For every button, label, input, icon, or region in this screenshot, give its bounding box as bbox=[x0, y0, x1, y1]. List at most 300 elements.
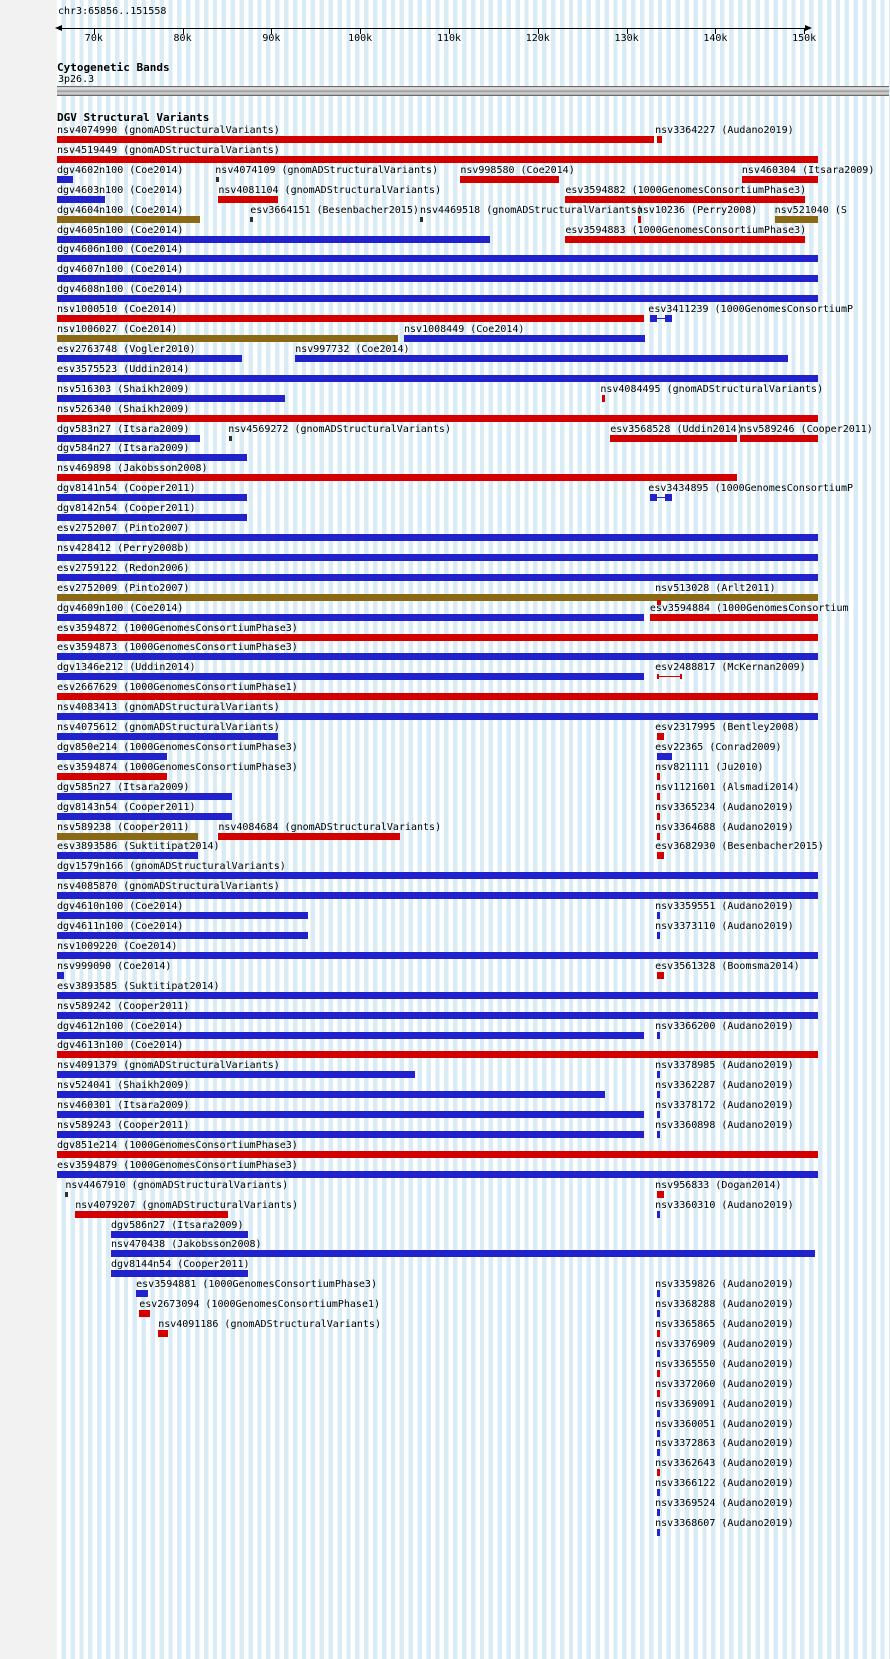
variant-label: nsv4084684 (gnomADStructuralVariants) bbox=[218, 821, 442, 833]
variant-row bbox=[57, 1400, 818, 1420]
variant-bar[interactable] bbox=[57, 892, 818, 899]
variant-label: nsv589242 (Cooper2011) bbox=[57, 1000, 190, 1012]
variant-tick[interactable] bbox=[657, 1430, 660, 1437]
variant-tick[interactable] bbox=[657, 1071, 660, 1078]
variant-row bbox=[57, 602, 849, 624]
variant-label: esv3594884 (1000GenomesConsortium bbox=[649, 602, 849, 614]
variant-tick[interactable] bbox=[657, 136, 662, 143]
variant-label: esv2488817 (McKernan2009) bbox=[655, 662, 806, 674]
variant-label: nsv3378172 (Audano2019) bbox=[655, 1100, 794, 1112]
variant-label: nsv524041 (Shaikh2009) bbox=[57, 1080, 190, 1092]
variant-row bbox=[57, 544, 818, 564]
variant-label: nsv4081104 (gnomADStructuralVariants) bbox=[218, 184, 442, 196]
variant-row bbox=[57, 584, 818, 604]
variant-label: esv3575523 (Uddin2014) bbox=[57, 363, 190, 375]
variant-label: dgv1346e212 (Uddin2014) bbox=[57, 662, 196, 674]
variant-label: dgv583n27 (Itsara2009) bbox=[57, 423, 190, 435]
variant-row bbox=[57, 743, 818, 763]
variant-bar[interactable] bbox=[57, 932, 308, 939]
ruler-tick-label: 80k bbox=[173, 33, 192, 44]
track-panel bbox=[57, 0, 875, 1659]
variant-row bbox=[57, 146, 818, 166]
variant-row bbox=[57, 1101, 818, 1121]
variant-label: esv3594879 (1000GenomesConsortiumPhase3) bbox=[57, 1159, 298, 1171]
variant-row bbox=[57, 1240, 818, 1260]
variant-label: nsv3359551 (Audano2019) bbox=[655, 901, 794, 913]
variant-row bbox=[57, 345, 818, 365]
variant-row bbox=[57, 1320, 818, 1340]
variant-tick[interactable] bbox=[657, 1290, 660, 1297]
variant-label: nsv3366122 (Audano2019) bbox=[655, 1478, 794, 1490]
variant-label: nsv10236 (Perry2008) bbox=[636, 204, 758, 216]
variant-label: esv2667629 (1000GenomesConsortiumPhase1) bbox=[57, 682, 298, 694]
variant-bar[interactable] bbox=[295, 355, 788, 362]
variant-label: nsv3369524 (Audano2019) bbox=[655, 1498, 794, 1510]
variant-tick[interactable] bbox=[657, 1410, 660, 1417]
variant-tick[interactable] bbox=[657, 1330, 660, 1337]
variant-bar[interactable] bbox=[57, 395, 285, 402]
variant-bar[interactable] bbox=[57, 315, 644, 322]
variant-bar[interactable] bbox=[57, 216, 200, 223]
variant-row bbox=[57, 1420, 818, 1440]
variant-bar[interactable] bbox=[565, 236, 805, 243]
variant-bar[interactable] bbox=[57, 1012, 818, 1019]
variant-row bbox=[57, 1081, 818, 1101]
variant-label: nsv3360898 (Audano2019) bbox=[655, 1120, 794, 1131]
variant-row bbox=[57, 1380, 818, 1400]
variant-label: nsv4519449 (gnomADStructuralVariants) bbox=[57, 144, 280, 156]
variant-row bbox=[57, 1041, 818, 1061]
variant-label: dgv4613n100 (Coe2014) bbox=[57, 1040, 184, 1052]
variant-tick[interactable] bbox=[250, 217, 253, 222]
variant-label: esv2752007 (Pinto2007) bbox=[57, 523, 190, 534]
variant-tick[interactable] bbox=[657, 1370, 660, 1377]
variant-bar[interactable] bbox=[57, 1131, 644, 1138]
variant-bar[interactable] bbox=[218, 196, 277, 203]
variant-label: esv3594872 (1000GenomesConsortiumPhase3) bbox=[57, 622, 298, 634]
variant-label: nsv428412 (Perry2008b) bbox=[57, 542, 190, 554]
variant-row bbox=[57, 841, 824, 862]
variant-row bbox=[57, 1340, 818, 1360]
variant-tick[interactable] bbox=[657, 793, 660, 800]
variant-label: esv3594874 (1000GenomesConsortiumPhase3) bbox=[57, 761, 298, 773]
variant-bar[interactable] bbox=[57, 415, 818, 422]
variant-bar[interactable] bbox=[57, 176, 73, 183]
variant-bar[interactable] bbox=[111, 1231, 248, 1238]
variant-tick[interactable] bbox=[657, 813, 660, 820]
variant-tick[interactable] bbox=[65, 1192, 68, 1197]
variant-tick[interactable] bbox=[657, 852, 664, 859]
variant-tick[interactable] bbox=[657, 1449, 660, 1456]
variant-label: esv3893585 (Suktitipat2014) bbox=[57, 980, 220, 992]
variant-label: nsv513028 (Arlt2011) bbox=[655, 582, 776, 594]
variant-row bbox=[57, 1002, 818, 1022]
variant-label: esv3682930 (Besenbacher2015) bbox=[655, 841, 824, 853]
variant-bar[interactable] bbox=[565, 196, 805, 203]
variant-row bbox=[57, 1519, 818, 1539]
cytoband-bar[interactable] bbox=[57, 86, 889, 96]
variant-row bbox=[57, 763, 818, 783]
variant-row bbox=[57, 164, 875, 186]
variant-label: nsv4074109 (gnomADStructuralVariants) bbox=[215, 164, 439, 176]
variant-row bbox=[57, 663, 818, 683]
variant-tick[interactable] bbox=[657, 733, 664, 740]
variant-bar[interactable] bbox=[57, 355, 242, 362]
variant-label: esv3411239 (1000GenomesConsortiumP bbox=[648, 304, 853, 316]
variant-row bbox=[57, 1022, 818, 1042]
ruler-tick-label: 130k bbox=[614, 33, 639, 44]
variant-row bbox=[57, 383, 824, 405]
variant-row bbox=[57, 524, 818, 544]
ruler-left-arrow-icon bbox=[55, 25, 62, 31]
variant-bar[interactable] bbox=[742, 176, 818, 183]
variant-bar[interactable] bbox=[57, 972, 64, 979]
variant-label: nsv3372060 (Audano2019) bbox=[655, 1378, 794, 1390]
variant-tick[interactable] bbox=[657, 1111, 660, 1118]
variant-row bbox=[57, 1221, 818, 1241]
variant-label: esv2759122 (Redon2006) bbox=[57, 562, 190, 574]
variant-bar[interactable] bbox=[57, 912, 308, 919]
variant-tick[interactable] bbox=[657, 1489, 660, 1496]
variant-label: dgv585n27 (Itsara2009) bbox=[57, 781, 190, 793]
variant-row bbox=[57, 1280, 818, 1300]
variant-row bbox=[57, 803, 818, 823]
variant-row bbox=[57, 942, 818, 962]
paired-end-glyph[interactable] bbox=[650, 315, 672, 322]
variant-label: dgv586n27 (Itsara2009) bbox=[111, 1219, 244, 1231]
variant-row bbox=[57, 1201, 818, 1221]
variant-bar[interactable] bbox=[57, 1051, 818, 1058]
variant-label: esv22365 (Conrad2009) bbox=[655, 741, 782, 753]
variant-label: dgv4608n100 (Coe2014) bbox=[57, 284, 184, 296]
variant-row bbox=[57, 504, 818, 524]
ruler-tick-label: 120k bbox=[525, 33, 550, 44]
variant-bar[interactable] bbox=[75, 1211, 228, 1218]
variant-bar[interactable] bbox=[57, 335, 398, 342]
ruler-tick-label: 140k bbox=[703, 33, 728, 44]
variant-row bbox=[57, 882, 818, 902]
variant-tick[interactable] bbox=[657, 833, 660, 840]
variant-bar[interactable] bbox=[57, 255, 818, 262]
variant-label: nsv3369091 (Audano2019) bbox=[655, 1398, 794, 1410]
variant-label: dgv8141n54 (Cooper2011) bbox=[57, 483, 196, 495]
variant-tick[interactable] bbox=[657, 932, 660, 939]
variant-row bbox=[57, 1260, 818, 1280]
variant-tick[interactable] bbox=[657, 1091, 660, 1098]
variant-row bbox=[57, 245, 818, 265]
variant-label: nsv998580 (Coe2014) bbox=[460, 164, 575, 176]
variant-row bbox=[57, 643, 818, 663]
variant-label: esv3561328 (Boomsma2014) bbox=[655, 960, 800, 972]
variant-bar[interactable] bbox=[57, 693, 818, 700]
variant-bar[interactable] bbox=[57, 992, 818, 999]
variant-label: nsv460301 (Itsara2009) bbox=[57, 1100, 190, 1112]
variant-row bbox=[57, 1300, 818, 1320]
variant-row bbox=[57, 962, 818, 982]
variant-row bbox=[57, 285, 818, 305]
variant-label: nsv589238 (Cooper2011) bbox=[57, 821, 190, 833]
variant-tick[interactable] bbox=[657, 1529, 660, 1536]
variant-label: esv3594882 (1000GenomesConsortiumPhase3) bbox=[565, 184, 807, 196]
variant-bar[interactable] bbox=[57, 653, 818, 660]
variant-label: nsv3365550 (Audano2019) bbox=[655, 1358, 794, 1370]
variant-label: dgv4612n100 (Coe2014) bbox=[57, 1020, 184, 1032]
variant-label: dgv4611n100 (Coe2014) bbox=[57, 921, 184, 932]
variant-tick[interactable] bbox=[657, 972, 664, 979]
variant-bar[interactable] bbox=[57, 136, 654, 143]
variant-label: nsv4074990 (gnomADStructuralVariants) bbox=[57, 125, 280, 136]
variant-label: dgv8144n54 (Cooper2011) bbox=[111, 1259, 250, 1271]
variant-label: nsv3360310 (Audano2019) bbox=[655, 1199, 794, 1211]
ruler-axis bbox=[57, 28, 810, 29]
variant-bar[interactable] bbox=[57, 574, 818, 581]
variant-row bbox=[57, 862, 818, 882]
variant-bar[interactable] bbox=[57, 435, 200, 442]
variant-label: nsv1008449 (Coe2014) bbox=[404, 324, 525, 335]
variant-bar[interactable] bbox=[57, 753, 167, 760]
ruler-tick-label: 150k bbox=[792, 33, 817, 44]
variant-label: dgv4609n100 (Coe2014) bbox=[57, 602, 184, 614]
variant-bar[interactable] bbox=[57, 673, 644, 680]
variant-tick[interactable] bbox=[657, 773, 660, 780]
ruler-tick-label: 90k bbox=[262, 33, 281, 44]
variant-bar[interactable] bbox=[610, 435, 737, 442]
variant-tick[interactable] bbox=[638, 216, 641, 223]
variant-row bbox=[57, 564, 818, 584]
variant-label: nsv4079207 (gnomADStructuralVariants) bbox=[75, 1199, 299, 1211]
variant-tick[interactable] bbox=[657, 912, 660, 919]
variant-label: nsv460304 (Itsara2009) bbox=[741, 164, 875, 176]
variant-bar[interactable] bbox=[460, 176, 559, 183]
paired-end-glyph[interactable] bbox=[650, 494, 672, 501]
variant-row bbox=[57, 226, 818, 246]
variant-bar[interactable] bbox=[158, 1330, 168, 1337]
variant-bar[interactable] bbox=[657, 753, 671, 760]
variant-tick[interactable] bbox=[657, 1211, 660, 1218]
variant-tick[interactable] bbox=[657, 1131, 660, 1138]
variant-label: dgv850e214 (1000GenomesConsortiumPhase3) bbox=[57, 741, 298, 753]
variant-row bbox=[57, 683, 818, 703]
variant-label: nsv3364688 (Audano2019) bbox=[655, 821, 794, 833]
variant-label: nsv956833 (Dogan2014) bbox=[655, 1179, 782, 1191]
variant-bar[interactable] bbox=[775, 216, 818, 223]
variant-row bbox=[57, 1459, 818, 1479]
variant-tick[interactable] bbox=[657, 1032, 660, 1039]
variant-label: nsv521040 (S bbox=[774, 204, 847, 216]
variant-label: esv2763748 (Vogler2010) bbox=[57, 343, 196, 355]
variant-label: nsv589246 (Cooper2011) bbox=[740, 423, 873, 435]
variant-bar[interactable] bbox=[57, 852, 198, 859]
variant-tick[interactable] bbox=[229, 436, 232, 441]
variant-tick[interactable] bbox=[216, 177, 219, 182]
variant-bar[interactable] bbox=[136, 1290, 148, 1297]
dgv-track-title: DGV Structural Variants bbox=[57, 111, 210, 124]
variant-label: dgv4605n100 (Coe2014) bbox=[57, 224, 184, 236]
variant-bar[interactable] bbox=[57, 196, 105, 203]
variant-row bbox=[57, 365, 818, 385]
variant-row bbox=[57, 1061, 818, 1081]
variant-bar[interactable] bbox=[111, 1270, 248, 1277]
variant-tick[interactable] bbox=[420, 217, 423, 222]
variant-row bbox=[57, 1360, 818, 1380]
variant-bar[interactable] bbox=[57, 952, 818, 959]
variant-label: nsv4091379 (gnomADStructuralVariants) bbox=[57, 1060, 280, 1072]
variant-label: nsv3372863 (Audano2019) bbox=[655, 1438, 794, 1450]
variant-bar[interactable] bbox=[57, 1091, 605, 1098]
variant-bar[interactable] bbox=[740, 435, 818, 442]
variant-label: esv2673094 (1000GenomesConsortiumPhase1) bbox=[139, 1299, 381, 1311]
variant-label: nsv3376909 (Audano2019) bbox=[655, 1338, 794, 1350]
variant-bar[interactable] bbox=[57, 614, 644, 621]
variant-label: nsv3359826 (Audano2019) bbox=[655, 1279, 794, 1291]
variant-label: esv3893586 (Suktitipat2014) bbox=[57, 841, 220, 853]
variant-label: nsv997732 (Coe2014) bbox=[295, 343, 410, 355]
variant-label: nsv4469518 (gnomADStructuralVariants) bbox=[419, 204, 643, 216]
variant-row bbox=[57, 1121, 818, 1141]
variant-bar[interactable] bbox=[57, 156, 818, 163]
variant-label: nsv516303 (Shaikh2009) bbox=[57, 383, 190, 395]
variant-row bbox=[57, 1439, 818, 1459]
variant-label: dgv1579n166 (gnomADStructuralVariants) bbox=[57, 861, 286, 873]
variant-row bbox=[57, 186, 818, 206]
variant-bar[interactable] bbox=[57, 494, 247, 501]
variant-label: nsv3368607 (Audano2019) bbox=[655, 1518, 794, 1529]
variant-tick[interactable] bbox=[657, 1350, 660, 1357]
variant-bar[interactable] bbox=[57, 375, 818, 382]
variant-label: nsv1000510 (Coe2014) bbox=[57, 304, 178, 316]
variant-tick[interactable] bbox=[602, 395, 605, 402]
variant-row bbox=[57, 483, 853, 504]
variant-bar[interactable] bbox=[57, 773, 167, 780]
variant-row bbox=[57, 624, 818, 644]
variant-bar[interactable] bbox=[57, 1171, 818, 1178]
variant-bar[interactable] bbox=[57, 872, 818, 879]
variant-label: nsv3360051 (Audano2019) bbox=[655, 1418, 794, 1430]
variant-row bbox=[57, 405, 818, 425]
variant-row bbox=[57, 464, 818, 484]
variant-label: dgv851e214 (1000GenomesConsortiumPhase3) bbox=[57, 1139, 298, 1151]
variant-row bbox=[57, 423, 873, 445]
variant-label: esv3594883 (1000GenomesConsortiumPhase3) bbox=[565, 224, 807, 236]
ruler-right-arrow-icon bbox=[805, 25, 812, 31]
ruler-tick-label: 70k bbox=[84, 33, 103, 44]
variant-bar[interactable] bbox=[57, 833, 198, 840]
variant-label: esv3594881 (1000GenomesConsortiumPhase3) bbox=[136, 1279, 377, 1291]
variant-bar[interactable] bbox=[404, 335, 645, 342]
variant-bar[interactable] bbox=[111, 1250, 815, 1257]
variant-bar[interactable] bbox=[57, 1151, 818, 1158]
variant-bar[interactable] bbox=[57, 594, 818, 601]
variant-row bbox=[57, 265, 818, 285]
variant-label: nsv1009220 (Coe2014) bbox=[57, 940, 178, 952]
variant-label: nsv3366200 (Audano2019) bbox=[655, 1020, 794, 1032]
variant-bar[interactable] bbox=[57, 474, 737, 481]
variant-bar[interactable] bbox=[57, 275, 818, 282]
variant-bar[interactable] bbox=[57, 236, 490, 243]
variant-bar[interactable] bbox=[57, 793, 232, 800]
variant-bar[interactable] bbox=[57, 813, 232, 820]
variant-bar[interactable] bbox=[57, 554, 818, 561]
variant-label: nsv4084495 (gnomADStructuralVariants) bbox=[600, 383, 824, 395]
variant-row bbox=[57, 304, 853, 325]
variant-label: esv3594873 (1000GenomesConsortiumPhase3) bbox=[57, 642, 298, 654]
variant-label: nsv821111 (Ju2010) bbox=[655, 761, 764, 773]
variant-label: dgv584n27 (Itsara2009) bbox=[57, 443, 190, 455]
variant-bar[interactable] bbox=[57, 1111, 644, 1118]
variant-label: nsv4091186 (gnomADStructuralVariants) bbox=[158, 1319, 381, 1330]
variant-bar[interactable] bbox=[57, 295, 818, 302]
cytoband-track-title: Cytogenetic Bands bbox=[57, 61, 170, 74]
variant-label: nsv4083413 (gnomADStructuralVariants) bbox=[57, 702, 280, 714]
variant-label: nsv469898 (Jakobsson2008) bbox=[57, 463, 208, 475]
position-label: chr3:65856..151558 bbox=[58, 6, 167, 17]
variant-tick[interactable] bbox=[657, 1191, 663, 1198]
variant-label: dgv4602n100 (Coe2014) bbox=[57, 164, 184, 176]
variant-label: esv3568528 (Uddin2014) bbox=[610, 423, 743, 435]
variant-bar[interactable] bbox=[57, 534, 818, 541]
variant-row bbox=[57, 325, 818, 345]
variant-bar[interactable] bbox=[57, 733, 278, 740]
variant-label: esv3664151 (Besenbacher2015) bbox=[250, 204, 419, 216]
variant-row bbox=[57, 922, 818, 942]
variant-row bbox=[57, 204, 847, 226]
variant-label: dgv8142n54 (Cooper2011) bbox=[57, 503, 196, 515]
variant-bar[interactable] bbox=[650, 614, 818, 621]
variant-label: nsv526340 (Shaikh2009) bbox=[57, 403, 190, 415]
variant-label: esv3434895 (1000GenomesConsortiumP bbox=[648, 483, 853, 495]
variant-row bbox=[57, 902, 818, 922]
variant-label: nsv3373110 (Audano2019) bbox=[655, 921, 794, 932]
variant-tick[interactable] bbox=[657, 1390, 660, 1397]
variant-bar[interactable] bbox=[57, 1032, 644, 1039]
variant-label: nsv999090 (Coe2014) bbox=[57, 960, 172, 972]
variant-bar[interactable] bbox=[139, 1310, 150, 1317]
variant-label: dgv4603n100 (Coe2014) bbox=[57, 184, 184, 196]
variant-label: dgv4607n100 (Coe2014) bbox=[57, 264, 184, 276]
variant-tick[interactable] bbox=[657, 1469, 660, 1476]
variant-row bbox=[57, 1479, 818, 1499]
variant-row bbox=[57, 1141, 818, 1161]
variant-bar[interactable] bbox=[57, 634, 818, 641]
variant-tick[interactable] bbox=[657, 1509, 660, 1516]
variant-bar[interactable] bbox=[57, 454, 247, 461]
variant-bar[interactable] bbox=[57, 1071, 415, 1078]
variant-label: dgv4610n100 (Coe2014) bbox=[57, 901, 184, 913]
range-glyph[interactable] bbox=[657, 674, 682, 679]
variant-label: dgv8143n54 (Cooper2011) bbox=[57, 801, 196, 813]
variant-label: nsv1121601 (Alsmadi2014) bbox=[655, 781, 800, 793]
variant-row bbox=[57, 823, 818, 843]
variant-row bbox=[57, 703, 818, 723]
variant-tick[interactable] bbox=[657, 1310, 660, 1317]
variant-bar[interactable] bbox=[57, 713, 818, 720]
variant-label: nsv3368288 (Audano2019) bbox=[655, 1299, 794, 1311]
variant-row bbox=[57, 723, 818, 743]
variant-label: nsv1006027 (Coe2014) bbox=[57, 324, 178, 335]
variant-label: nsv3364227 (Audano2019) bbox=[655, 125, 794, 136]
variant-row bbox=[57, 444, 818, 464]
cytoband-name: 3p26.3 bbox=[58, 74, 95, 85]
variant-row bbox=[57, 1161, 818, 1181]
variant-label: nsv4569272 (gnomADStructuralVariants) bbox=[228, 423, 451, 435]
variant-row bbox=[57, 126, 818, 146]
variant-bar[interactable] bbox=[57, 514, 247, 521]
variant-label: nsv3378985 (Audano2019) bbox=[655, 1060, 794, 1072]
variant-bar[interactable] bbox=[218, 833, 400, 840]
variant-label: nsv4085870 (gnomADStructuralVariants) bbox=[57, 881, 280, 893]
variant-row bbox=[57, 1499, 818, 1519]
variant-label: nsv589243 (Cooper2011) bbox=[57, 1120, 190, 1131]
